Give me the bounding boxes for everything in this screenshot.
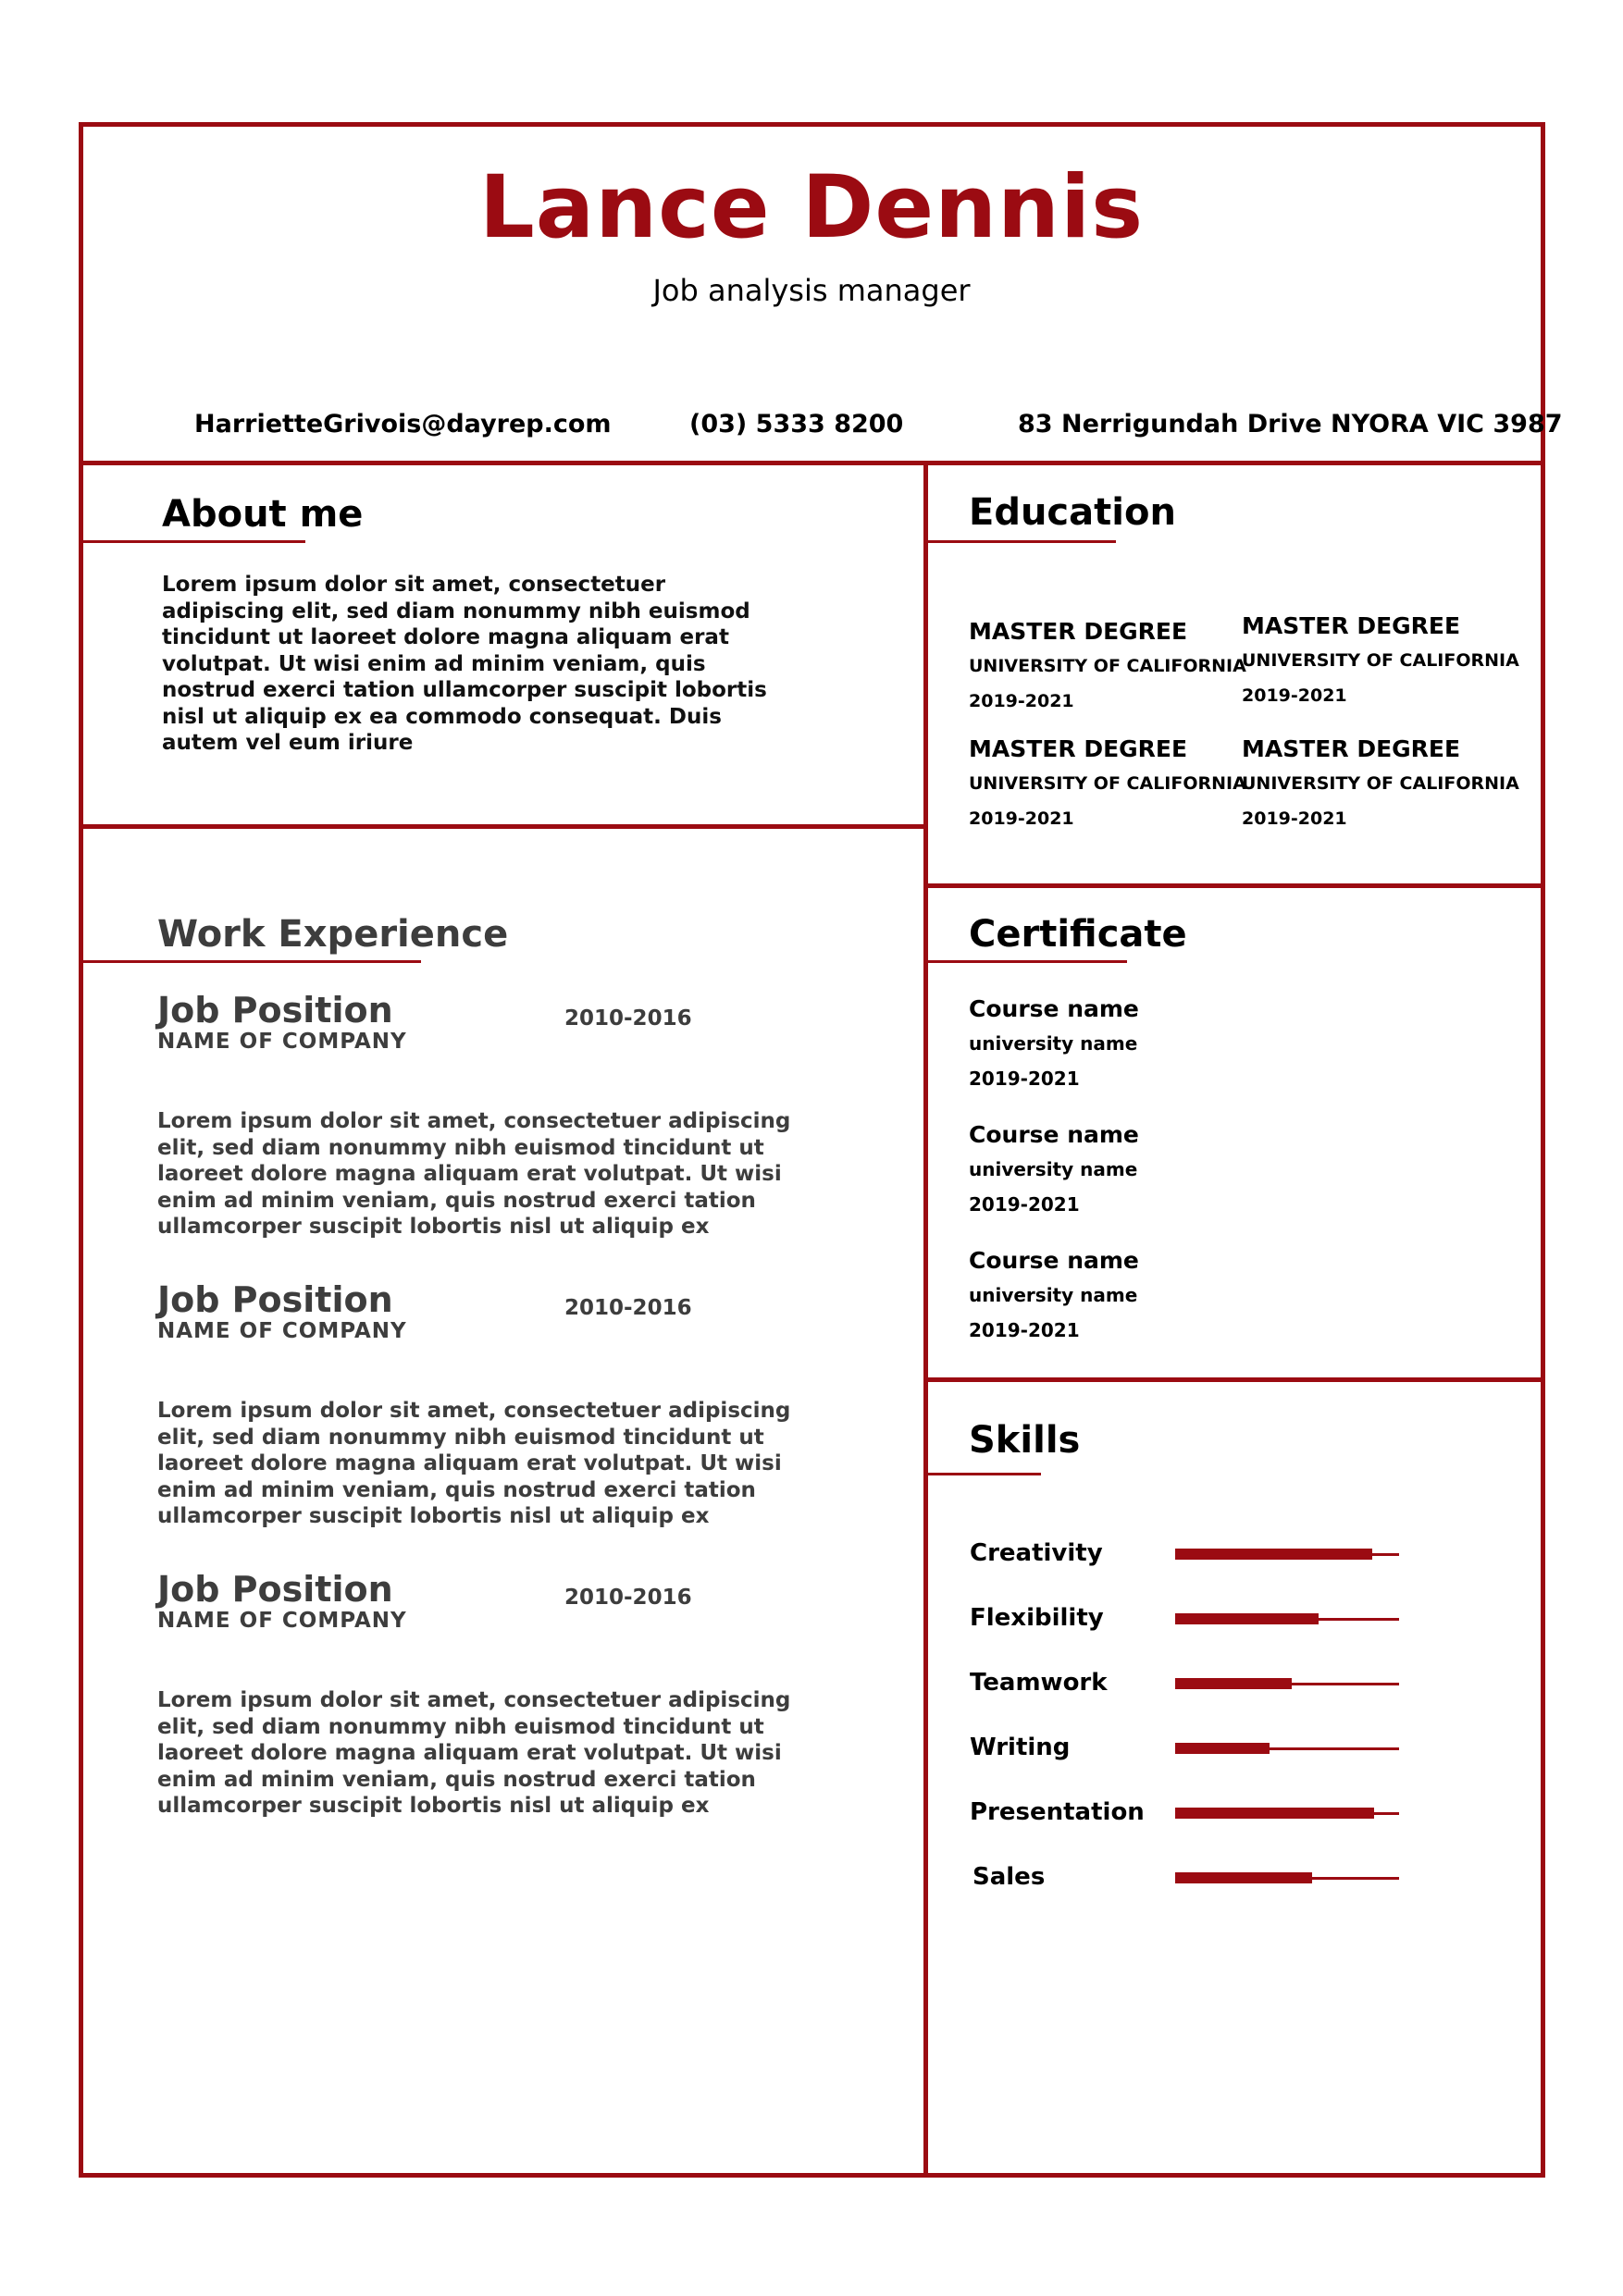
certificate-title-underline [928, 960, 1127, 963]
candidate-name: Lance Dennis [478, 157, 1145, 258]
course-school: university name [969, 1032, 1138, 1055]
degree-school: UNIVERSITY OF CALIFORNIA [1242, 650, 1519, 671]
about-text: Lorem ipsum dolor sit amet, consectetuer adipiscing elit, sed diam nonummy nibh euismod tincidunt ut laoreet dolore magna aliquam erat volutpat. Ut wisi enim ad minim veniam, quis nostrud exerci tation ullamcorper suscipit lobortis nisl ut aliquip ex ea commodo consequat. Duis autem vel eum iriure [162, 573, 767, 755]
skills-title-underline [928, 1473, 1041, 1475]
skill-bar [1175, 1743, 1399, 1754]
work-title-underline [83, 960, 421, 963]
work-title: Work Experience [157, 913, 509, 956]
column-divider [923, 461, 928, 2178]
skill-label: Creativity [970, 1539, 1103, 1567]
contact-phone: (03) 5333 8200 [689, 410, 904, 438]
header-divider [79, 461, 1545, 465]
about-divider [79, 824, 925, 829]
skills-title: Skills [969, 1419, 1081, 1462]
skill-bar [1175, 1549, 1399, 1560]
course-school: university name [969, 1158, 1138, 1180]
degree-years: 2019-2021 [1242, 685, 1347, 706]
job-dates: 2010-2016 [564, 1586, 692, 1610]
degree-name: MASTER DEGREE [969, 618, 1188, 645]
job-description: Lorem ipsum dolor sit amet, consectetuer adipiscing elit, sed diam nonummy nibh euismod tincidunt ut laoreet dolore magna aliquam erat volutpat. Ut wisi enim ad minim veniam, quis nostrud exerci tation ullamcorper suscipit lobortis nisl ut aliquip ex [157, 1688, 791, 1818]
about-title-underline [83, 540, 305, 543]
course-name: Course name [969, 1247, 1139, 1274]
course-years: 2019-2021 [969, 1068, 1080, 1090]
skill-label: Flexibility [970, 1604, 1104, 1632]
education-divider [925, 883, 1545, 888]
skill-bar [1175, 1678, 1399, 1689]
skill-bar-fill [1175, 1549, 1372, 1560]
certificate-divider [925, 1377, 1545, 1382]
skill-label: Sales [973, 1863, 1046, 1891]
skill-bar-fill [1175, 1872, 1312, 1883]
degree-name: MASTER DEGREE [1242, 612, 1461, 639]
job-dates: 2010-2016 [564, 1296, 692, 1320]
degree-years: 2019-2021 [969, 809, 1074, 829]
course-name: Course name [969, 1121, 1139, 1148]
skill-bar [1175, 1808, 1399, 1819]
job-company: NAME OF COMPANY [157, 1609, 407, 1633]
job-title: Job analysis manager [652, 273, 971, 308]
job-dates: 2010-2016 [564, 1006, 692, 1031]
education-title: Education [969, 491, 1176, 534]
course-years: 2019-2021 [969, 1193, 1080, 1216]
degree-years: 2019-2021 [1242, 809, 1347, 829]
degree-school: UNIVERSITY OF CALIFORNIA [969, 656, 1246, 676]
job-position: Job Position [157, 1279, 393, 1320]
course-school: university name [969, 1284, 1138, 1306]
degree-name: MASTER DEGREE [1242, 735, 1461, 762]
skill-bar [1175, 1613, 1399, 1624]
degree-years: 2019-2021 [969, 691, 1074, 711]
education-title-underline [928, 540, 1116, 543]
skill-label: Teamwork [970, 1669, 1108, 1697]
job-company: NAME OF COMPANY [157, 1319, 407, 1343]
degree-school: UNIVERSITY OF CALIFORNIA [969, 773, 1246, 794]
degree-name: MASTER DEGREE [969, 735, 1188, 762]
skill-bar-fill [1175, 1678, 1292, 1689]
skill-label: Writing [970, 1734, 1071, 1761]
course-name: Course name [969, 995, 1139, 1022]
course-years: 2019-2021 [969, 1319, 1080, 1341]
skill-bar [1175, 1872, 1399, 1883]
about-title: About me [162, 493, 364, 536]
contact-email: HarrietteGrivois@dayrep.com [194, 410, 612, 438]
job-position: Job Position [157, 990, 393, 1031]
job-company: NAME OF COMPANY [157, 1030, 407, 1054]
job-description: Lorem ipsum dolor sit amet, consectetuer adipiscing elit, sed diam nonummy nibh euismod tincidunt ut laoreet dolore magna aliquam erat volutpat. Ut wisi enim ad minim veniam, quis nostrud exerci tation ullamcorper suscipit lobortis nisl ut aliquip ex [157, 1399, 791, 1528]
contact-address: 83 Nerrigundah Drive NYORA VIC 3987 [1018, 410, 1563, 438]
skill-bar-fill [1175, 1613, 1319, 1624]
certificate-title: Certificate [969, 913, 1187, 956]
job-description: Lorem ipsum dolor sit amet, consectetuer adipiscing elit, sed diam nonummy nibh euismod tincidunt ut laoreet dolore magna aliquam erat volutpat. Ut wisi enim ad minim veniam, quis nostrud exerci tation ullamcorper suscipit lobortis nisl ut aliquip ex [157, 1109, 791, 1239]
skill-bar-fill [1175, 1743, 1270, 1754]
skill-bar-fill [1175, 1808, 1374, 1819]
degree-school: UNIVERSITY OF CALIFORNIA [1242, 773, 1519, 794]
job-position: Job Position [157, 1569, 393, 1610]
skill-label: Presentation [970, 1798, 1145, 1826]
